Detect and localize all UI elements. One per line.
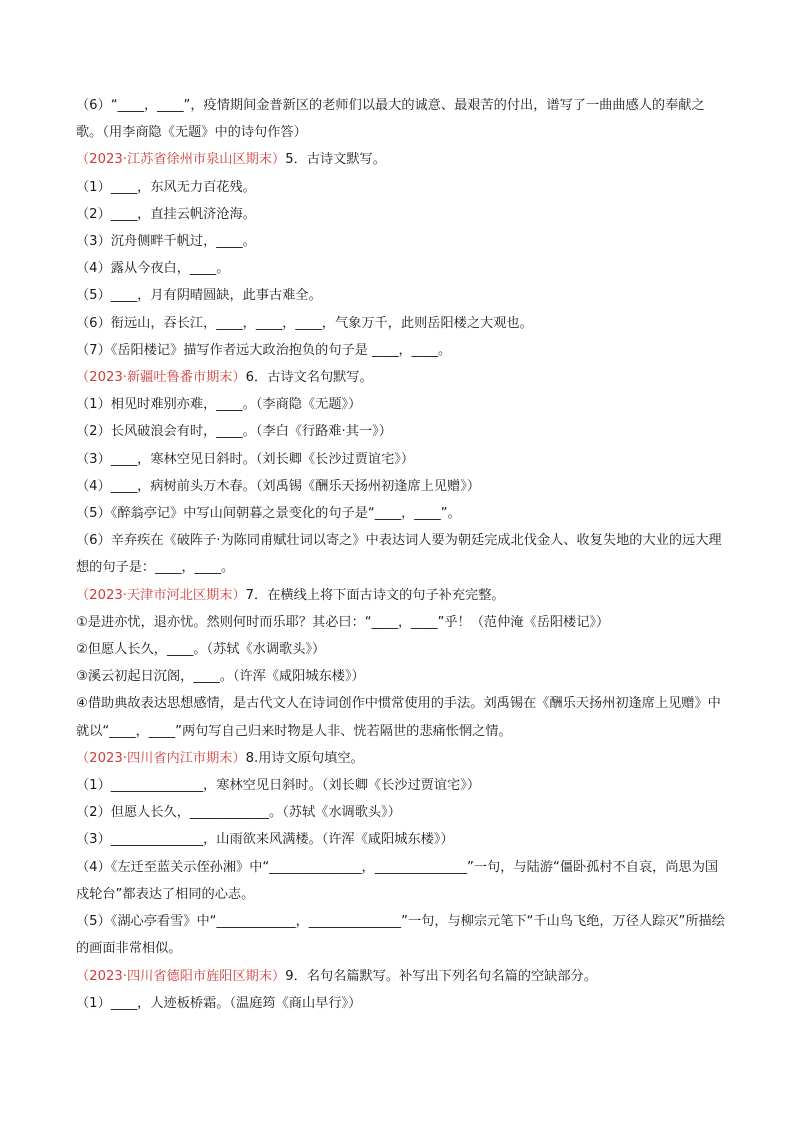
question-line (76, 690, 726, 744)
question-heading (76, 582, 726, 609)
question-line (76, 473, 726, 500)
question-line (76, 92, 726, 146)
line-text: （1）相见时难别亦难，____。（李商隐《无题》） (76, 397, 362, 413)
line-text: （4）《左迁至蓝关示侄孙湘》中“______________，______________”一句，与陆游“僵卧孤村不自哀，尚思为国戍轮台”都表达了相同的心志。 (76, 859, 719, 902)
question-line (76, 446, 726, 473)
question-line (76, 826, 726, 853)
line-text: （4）____，病树前头万木春。（刘禹锡《酬乐天扬州初逢席上见赠》） (76, 478, 481, 494)
line-text: （3）______________，山雨欲来风满楼。（许浑《咸阳城东楼》） (76, 832, 454, 848)
source-tag: （2023·江苏省徐州市泉山区期末） (76, 152, 286, 168)
line-text: （5）《醉翁亭记》中写山间朝暮之景变化的句子是“____，____”。 (76, 506, 461, 522)
line-text: （6）衔远山，吞长江，____，____，____，气象万千，此则岳阳楼之大观也。 (76, 315, 533, 331)
line-text: ①是进亦忧，退亦忧。然则何时而乐耶？其必曰：“____，____”乎！（范仲淹《岳阳楼记》） (76, 614, 610, 630)
line-text: （4）露从今夜白，____。 (76, 261, 230, 277)
question-line (76, 527, 726, 581)
source-tag: （2023·四川省德阳市旌阳区期末） (76, 968, 286, 984)
line-text: ②但愿人长久，____。（苏轼《水调歌头》） (76, 642, 326, 658)
question-heading (76, 146, 726, 173)
question-line (76, 418, 726, 445)
question-line (76, 174, 726, 201)
question-line (76, 391, 726, 418)
line-text: 9．名句名篇默写。补写出下列名句名篇的空缺部分。 (285, 968, 597, 984)
question-line (76, 772, 726, 799)
question-line (76, 799, 726, 826)
line-text: （3）沉舟侧畔千帆过，____。 (76, 234, 256, 250)
source-tag: （2023·新疆吐鲁番市期末） (76, 370, 246, 386)
line-text: （2）____，直挂云帆济沧海。 (76, 206, 256, 222)
line-text: 8.用诗文原句填空。 (245, 750, 364, 766)
line-text: ③溪云初起日沉阁，____。（许浑《咸阳城东楼》） (76, 669, 365, 685)
question-line (76, 609, 726, 636)
line-text: （7）《岳阳楼记》描写作者远大政治抱负的句子是 ____，____。 (76, 342, 452, 358)
source-tag: （2023·天津市河北区期末） (76, 587, 246, 603)
line-text: （1）____，东风无力百花残。 (76, 179, 256, 195)
line-text: （2）但愿人长久，____________。（苏轼《水调歌头》） (76, 805, 401, 821)
question-line (76, 282, 726, 309)
question-line (76, 337, 726, 364)
question-line (76, 255, 726, 282)
line-text: （6）辛弃疾在《破阵子·为陈同甫赋壮词以寄之》中表达词人要为朝廷完成北伐金人、收复失地的大业的远大理想的句子是：____，____。 (76, 533, 722, 576)
line-text: （6）“____，____”，疫情期间金普新区的老师们以最大的诚意、最艰苦的付出，谱写了一曲曲感人的奉献之歌。（用李商隐《无题》中的诗句作答） (76, 98, 705, 141)
question-line (76, 990, 726, 1017)
question-heading (76, 963, 726, 990)
line-text: （2）长风破浪会有时，____。（李白《行路难·其一》） (76, 424, 392, 440)
line-text: （5）____，月有阴晴圆缺，此事古难全。 (76, 288, 322, 304)
question-heading (76, 745, 726, 772)
question-line (76, 201, 726, 228)
source-tag: （2023·四川省内江市期末） (76, 750, 246, 766)
question-line (76, 228, 726, 255)
line-text: ④借助典故表达思想感情，是古代文人在诗词创作中惯常使用的手法。刘禹锡在《酬乐天扬州初逢席上见赠》中就以“____，____”两句写自己归来时物是人非、恍若隔世的悲痛怅惘之情。 (76, 696, 721, 739)
line-text: （5）《湖心亭看雪》中“____________，______________”一句，与柳宗元笔下“千山鸟飞绝，万径人踪灭”所描绘的画面非常相似。 (76, 914, 725, 957)
question-line (76, 663, 726, 690)
question-line (76, 500, 726, 527)
question-line (76, 854, 726, 908)
question-line (76, 908, 726, 962)
line-text: 5．古诗文默写。 (285, 152, 386, 168)
line-text: （3）____，寒林空见日斜时。（刘长卿《长沙过贾谊宅》） (76, 451, 415, 467)
line-text: （1）____，人迹板桥霜。（温庭筠《商山早行》） (76, 995, 362, 1011)
question-heading (76, 364, 726, 391)
exercise-content (76, 92, 726, 1017)
question-line (76, 636, 726, 663)
line-text: （1）______________，寒林空见日斜时。（刘长卿《长沙过贾谊宅》） (76, 778, 481, 794)
question-line (76, 310, 726, 337)
line-text: 6．古诗文名句默写。 (245, 370, 373, 386)
line-text: 7．在横线上将下面古诗文的句子补充完整。 (245, 587, 505, 603)
